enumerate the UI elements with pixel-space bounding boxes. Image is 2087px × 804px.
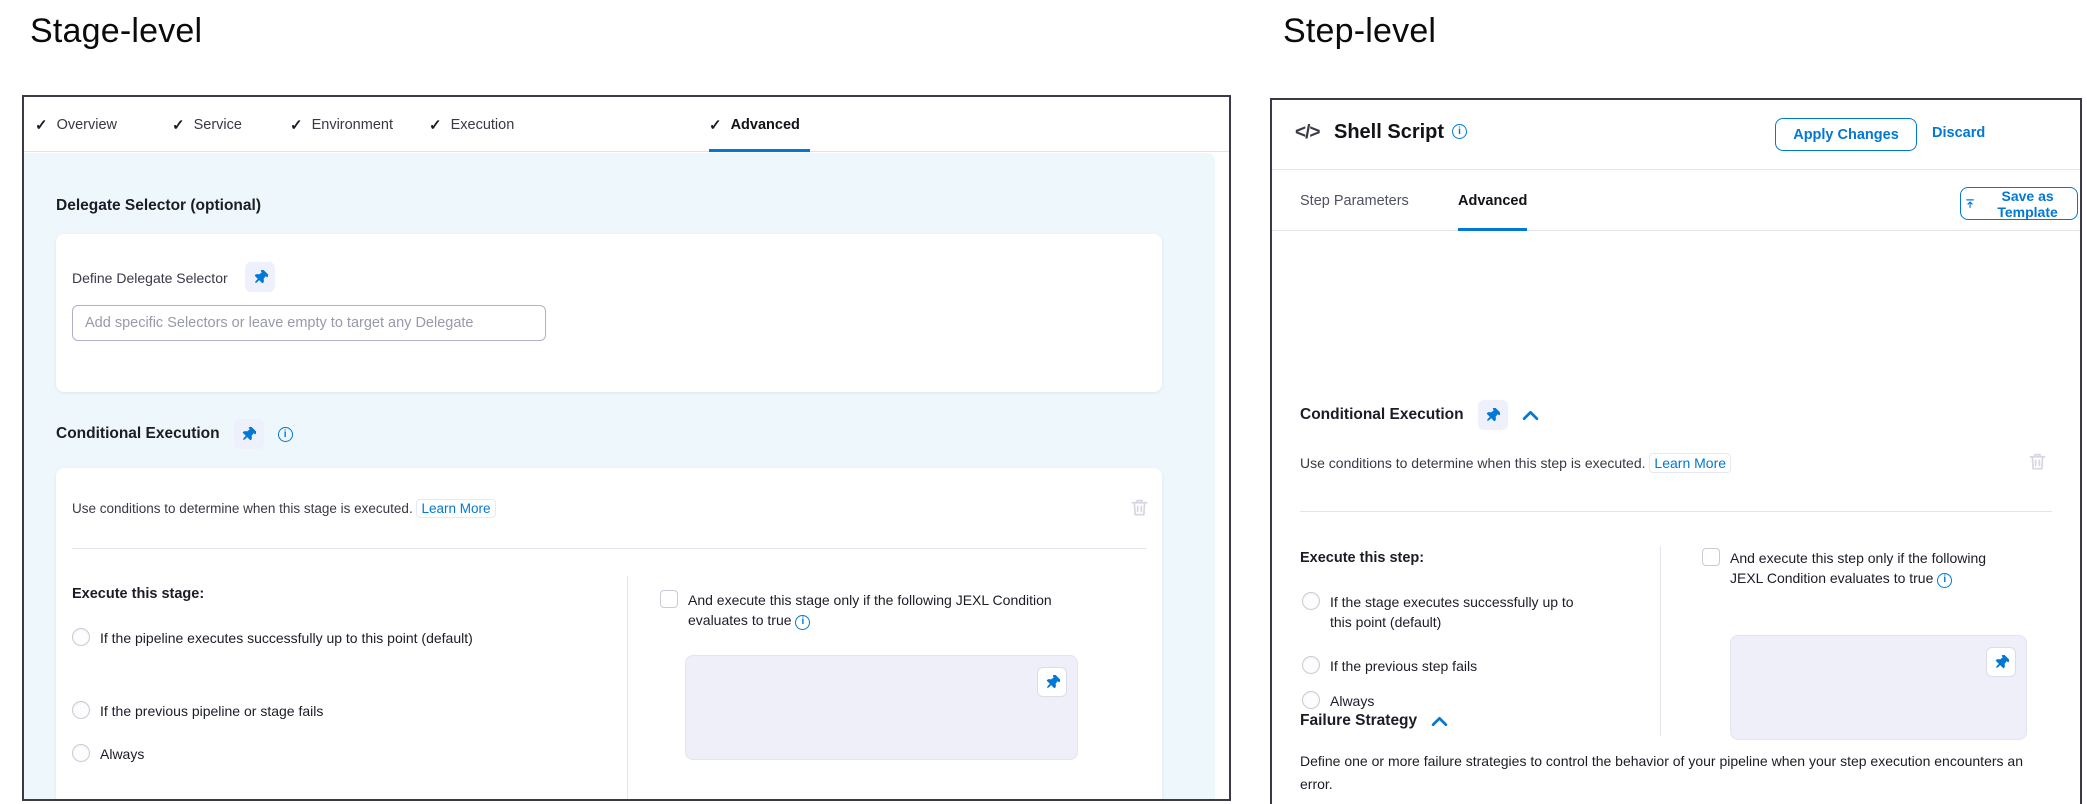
tab-label: Overview: [56, 116, 118, 133]
tab-label: Environment: [311, 116, 393, 133]
step-panel: [1270, 98, 2082, 804]
jexl-label-text: And execute this stage only if the following JEXL Condition evaluates to true: [688, 592, 1052, 628]
check-icon: ✓: [429, 116, 442, 134]
trash-icon[interactable]: [2026, 450, 2049, 478]
jexl-checkbox-label: [1730, 548, 2002, 588]
failure-strategy-heading: Failure Strategy: [1300, 712, 1418, 729]
step-header: [1272, 100, 2080, 170]
pushpin-icon: [1994, 655, 2009, 670]
pin-icon[interactable]: [1037, 667, 1067, 697]
check-icon: ✓: [709, 116, 722, 134]
divider: [1300, 511, 2052, 512]
pin-icon[interactable]: [1986, 647, 2016, 677]
apply-changes-button[interactable]: Apply Changes: [1775, 118, 1917, 151]
radio-option[interactable]: [72, 701, 323, 721]
conditional-description: [1300, 455, 1731, 471]
radio-label: Always: [1330, 693, 1375, 709]
radio-circle: [72, 744, 90, 762]
divider: [72, 548, 1146, 549]
check-icon: ✓: [35, 116, 48, 134]
description-text: Use conditions to determine when this stage is executed.: [72, 501, 413, 516]
radio-circle: [1302, 656, 1320, 674]
failure-strategy-heading-row: [1300, 712, 1448, 730]
radio-circle: [1302, 592, 1320, 610]
save-template-icon: [1965, 197, 1975, 210]
conditional-description: [72, 501, 496, 516]
save-as-template-button[interactable]: [1960, 187, 2078, 220]
tab-step-parameters[interactable]: [1300, 170, 1409, 231]
radio-label: If the stage executes successfully up to this point (default): [1330, 594, 1574, 630]
radio-option[interactable]: [1302, 691, 1374, 711]
tab-advanced[interactable]: [1458, 170, 1527, 231]
divider: [627, 576, 628, 799]
save-as-template-label: Save as Template: [1997, 187, 2058, 220]
pushpin-icon: [1045, 675, 1060, 690]
jexl-label-text: And execute this step only if the following JEXL Condition evaluates to true: [1730, 550, 1987, 586]
pushpin-icon: [241, 427, 256, 442]
pushpin-icon: [253, 270, 268, 285]
trash-icon[interactable]: [1128, 496, 1151, 524]
step-title: Shell Script: [1334, 121, 1445, 143]
jexl-condition-input[interactable]: [1730, 635, 2027, 740]
execute-this-step-label: Execute this step:: [1300, 550, 1425, 566]
radio-label: If the pipeline executes successfully up to this point (default): [100, 630, 473, 646]
info-icon[interactable]: i: [1937, 573, 1952, 588]
radio-label: Always: [100, 746, 145, 762]
check-icon: ✓: [172, 116, 185, 134]
stage-level-title: Stage-level: [30, 12, 203, 50]
pushpin-icon: [1485, 408, 1500, 423]
radio-circle: [72, 628, 90, 646]
delegate-selector-field-label: Define Delegate Selector: [72, 270, 228, 286]
chevron-up-icon[interactable]: [1431, 716, 1448, 727]
learn-more-link[interactable]: Learn More: [1649, 453, 1731, 473]
failure-strategy-description: Define one or more failure strategies to control the behavior of your pipeline when your step execution encounters an error.: [1300, 753, 2023, 792]
tab-service[interactable]: [172, 97, 252, 152]
chevron-up-icon[interactable]: [1522, 410, 1539, 421]
checkbox: [1702, 548, 1720, 566]
tab-advanced[interactable]: [709, 97, 810, 152]
tab-label: Step Parameters: [1300, 192, 1409, 209]
jexl-checkbox-label: [688, 590, 1088, 630]
stage-panel: [22, 95, 1231, 801]
jexl-checkbox-row[interactable]: [1702, 548, 2007, 588]
step-level-title: Step-level: [1283, 12, 1437, 50]
radio-circle: [1302, 691, 1320, 709]
code-icon: </>: [1295, 122, 1320, 143]
description-text: Use conditions to determine when this step is executed.: [1300, 455, 1646, 471]
radio-option[interactable]: [72, 628, 522, 648]
radio-option[interactable]: [1302, 656, 1477, 676]
check-icon: ✓: [290, 116, 303, 134]
step-tab-bar: [1272, 170, 2080, 231]
tab-label: Execution: [450, 116, 515, 133]
delegate-selector-heading: Delegate Selector (optional): [56, 197, 261, 214]
tab-label: Advanced: [1458, 192, 1528, 209]
radio-label: If the previous pipeline or stage fails: [100, 703, 324, 719]
stage-advanced-content: [24, 153, 1215, 799]
tab-execution[interactable]: [429, 97, 524, 152]
execute-this-stage-label: Execute this stage:: [72, 586, 205, 602]
radio-circle: [72, 701, 90, 719]
conditional-execution-heading: Conditional Execution: [1300, 406, 1464, 423]
conditional-execution-heading: Conditional Execution: [56, 425, 220, 442]
tab-label: Advanced: [730, 116, 800, 133]
discard-button[interactable]: Discard: [1932, 125, 1986, 141]
tab-label: Service: [193, 116, 242, 133]
conditional-execution-heading-row: [1300, 400, 1539, 430]
pin-icon[interactable]: [245, 262, 275, 292]
jexl-condition-input[interactable]: [685, 655, 1078, 760]
stage-tab-bar: [24, 97, 1229, 152]
pin-icon[interactable]: [234, 419, 264, 449]
info-icon[interactable]: i: [1452, 124, 1467, 139]
learn-more-link[interactable]: Learn More: [416, 499, 495, 518]
conditional-execution-card: [56, 468, 1162, 799]
divider: [1660, 546, 1661, 736]
conditional-execution-heading-row: [56, 419, 293, 449]
jexl-checkbox-row[interactable]: [660, 590, 1100, 630]
delegate-selector-input[interactable]: [72, 305, 546, 341]
tab-environment[interactable]: [290, 97, 403, 152]
radio-option[interactable]: [1302, 592, 1592, 632]
info-icon[interactable]: i: [278, 427, 293, 442]
checkbox: [660, 590, 678, 608]
radio-option[interactable]: [72, 744, 144, 764]
delegate-selector-card: [56, 234, 1162, 392]
tab-overview[interactable]: [35, 97, 127, 152]
info-icon[interactable]: i: [795, 615, 810, 630]
pin-icon[interactable]: [1478, 400, 1508, 430]
radio-label: If the previous step fails: [1330, 658, 1478, 674]
